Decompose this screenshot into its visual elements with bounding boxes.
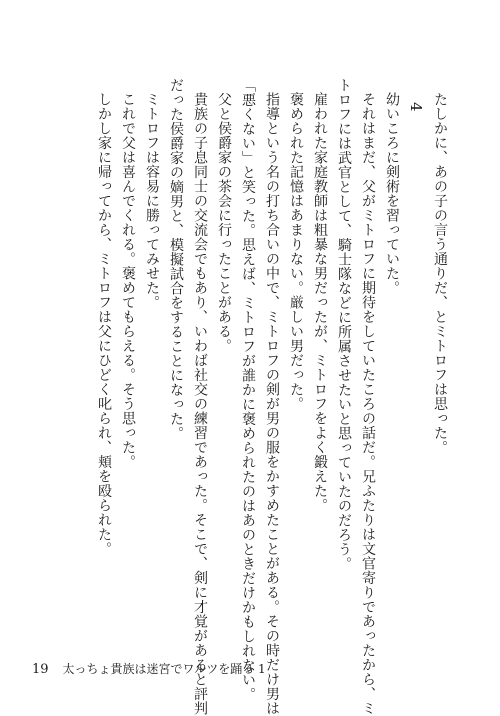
section-number: 4 bbox=[407, 102, 425, 113]
book-title: 太っちょ貴族は迷宮でワルツを踊る 1 bbox=[62, 662, 266, 676]
text-line: 父と侯爵家の茶会に行ったことがある。 bbox=[216, 92, 232, 353]
text-line: たしかに、あの子の言う通りだ、とミトロフは思った。 bbox=[432, 92, 448, 455]
text-line: しかし家に帰ってから、ミトロフは父にひどく叱られ、頬を殴られた。 bbox=[96, 92, 112, 556]
text-line: トロフには武官として、騎士隊などに所属させたいと思っていたのだろう。 bbox=[336, 78, 352, 571]
text-line: だった侯爵家の嫡男と、模擬試合をすることになった。 bbox=[168, 78, 184, 441]
page-footer bbox=[32, 660, 266, 677]
text-line: 褒められた記憶はあまりない。厳しい男だった。 bbox=[288, 92, 304, 411]
text-line: これで父は喜んでくれる。褒めてもらえる。そう思った。 bbox=[120, 92, 136, 469]
text-line: 雇われた家庭教師は粗暴な男だったが、ミトロフをよく鍛えた。 bbox=[312, 92, 328, 513]
page-number: 19 bbox=[32, 662, 49, 677]
text-line: 「悪くない」と笑った。思えば、ミトロフが誰かに褒められたのはあのときだけかもしれない。 bbox=[240, 78, 256, 702]
text-line: 貴族の子息同士の交流会でもあり、いわば社交の練習であった。そこで、剣に才覚があると評判 bbox=[192, 92, 208, 716]
text-line: 幼いころに剣術を習っていた。 bbox=[384, 92, 400, 295]
text-line: それはまだ、父がミトロフに期待をしていたころの話だ。兄ふたりは文官寄りであったから、ミ bbox=[360, 92, 376, 716]
text-line: 指導という名の打ち合いの中で、ミトロフの剣が男の服をかすめたことがある。その時だけ男は bbox=[264, 92, 280, 716]
text-line: ミトロフは容易に勝ってみせた。 bbox=[144, 92, 160, 310]
